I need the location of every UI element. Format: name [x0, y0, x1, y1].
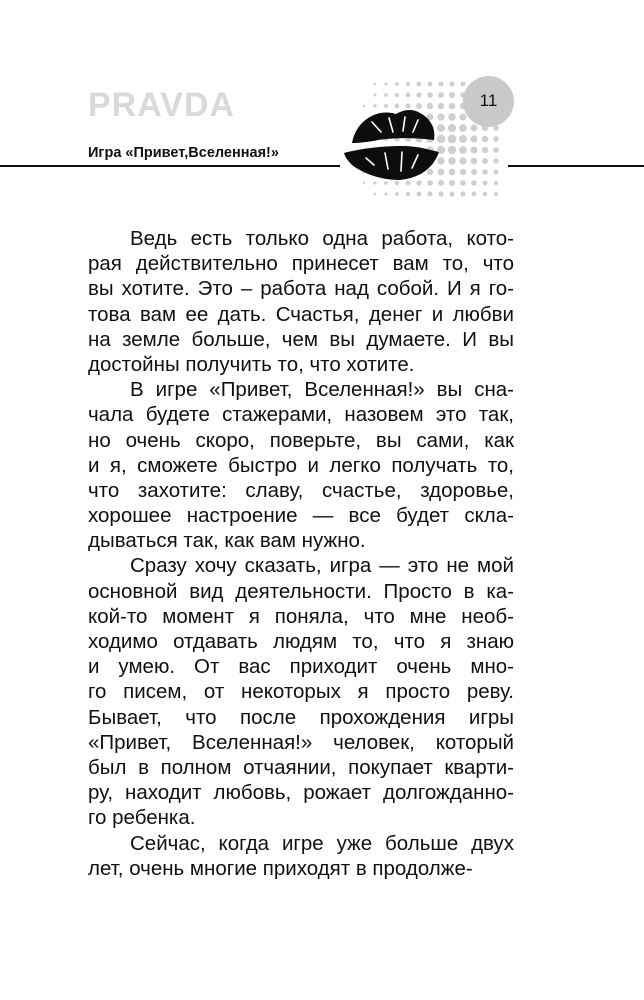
text-line: Бывает, что после прохождения игры — [88, 705, 514, 729]
body-text — [88, 226, 514, 881]
lips-print-icon — [0, 0, 644, 240]
running-header-brand: PRAVDA — [88, 86, 236, 124]
text-line: «Привет, Вселенная!» человек, который — [88, 730, 514, 754]
text-line: дываться так, как вам нужно. — [88, 529, 366, 553]
page-number: 11 — [479, 91, 498, 110]
text-line: что захотите: славу, счастье, здоровье, — [88, 478, 514, 502]
text-line: ру, находит любовь, рожает долгожданно- — [88, 781, 514, 805]
text-line: Сразу хочу сказать, игра — это не мой — [130, 554, 514, 578]
text-line: ходимо отдавать людям то, что я знаю — [88, 630, 514, 653]
text-line: достойны получить то, что хотите. — [88, 352, 415, 376]
text-line: кой-то момент я поняла, что мне необ- — [88, 604, 514, 628]
text-line: был в полном отчаянии, покупает кварти- — [88, 755, 514, 779]
text-line: на земле больше, чем вы думаете. И вы — [88, 327, 514, 351]
text-line: рая действительно принесет вам то, что — [88, 252, 514, 276]
paragraph — [88, 553, 514, 830]
text-line: вы хотите. Это – работа над собой. И я го- — [88, 277, 514, 301]
text-line: хорошее настроение — все будет скла- — [88, 504, 514, 528]
text-line: и я, сможете быстро и легко получать то, — [88, 453, 514, 477]
text-line: но очень скоро, поверьте, вы сами, как — [88, 428, 514, 452]
paragraph — [88, 831, 514, 881]
paragraph-container — [88, 226, 514, 881]
text-line: и умею. От вас приходит очень мно- — [88, 655, 514, 679]
text-line: лет, очень многие приходят в продолже- — [88, 856, 473, 880]
text-line: го ребенка. — [88, 806, 196, 830]
paragraph — [88, 226, 514, 377]
running-header-title: Игра «Привет,Вселенная!» — [88, 145, 279, 161]
text-line: Сейчас, когда игре уже больше двух — [130, 831, 514, 855]
text-line: това вам ее дать. Счастья, денег и любви — [88, 302, 514, 326]
text-line: основной вид деятельности. Просто в ка- — [88, 579, 514, 603]
text-line: Ведь есть только одна работа, кото- — [130, 227, 514, 250]
paragraph — [88, 377, 514, 553]
text-line: В игре «Привет, Вселенная!» вы сна- — [130, 378, 514, 402]
text-line: чала будете стажерами, назовем это так, — [88, 403, 514, 427]
text-line: го писем, от некоторых я просто реву. — [88, 680, 514, 704]
